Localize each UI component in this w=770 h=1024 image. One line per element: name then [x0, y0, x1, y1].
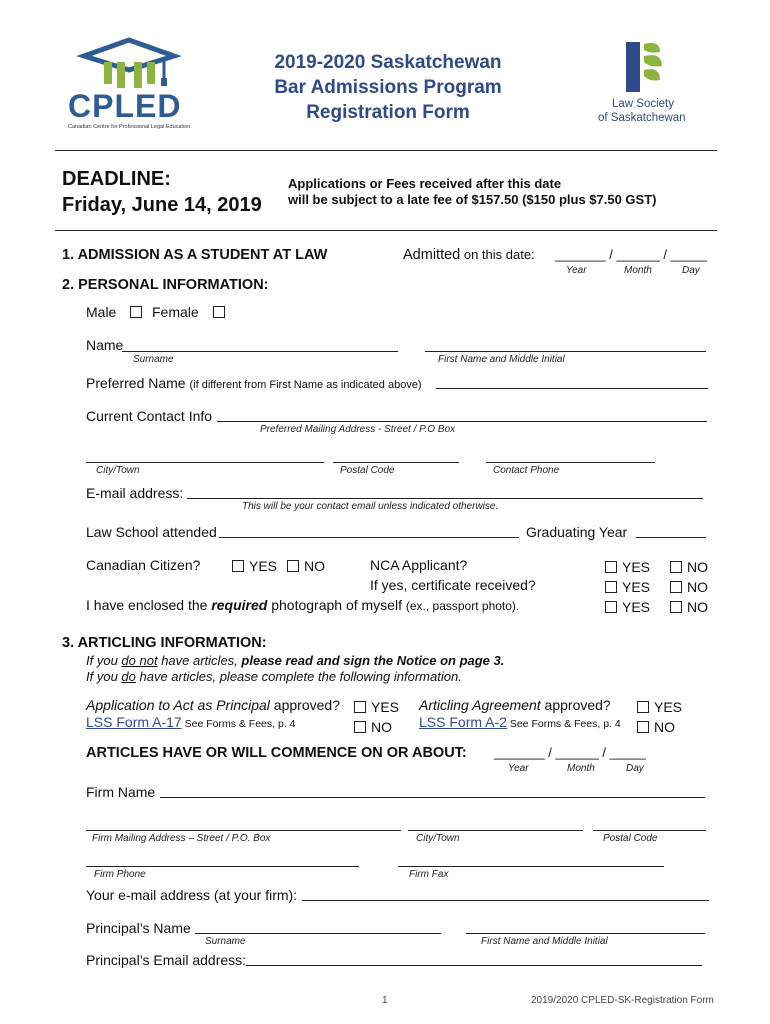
instr1-mid: have articles, [157, 653, 242, 668]
first-name-field[interactable] [425, 351, 706, 352]
firm-name-label: Firm Name [86, 784, 156, 800]
late-fee-note-2: will be subject to a late fee of $157.50 ($150 plus $7.50 GST) [288, 192, 657, 207]
principal-question [86, 697, 340, 713]
law-school-field[interactable] [219, 537, 519, 538]
citizen-yes-option[interactable] [232, 558, 277, 574]
principal-no-option[interactable] [354, 719, 392, 735]
agreement-yes-checkbox[interactable] [637, 701, 649, 713]
law-society-line2: of Saskatchewan [598, 112, 686, 124]
photo-no-option[interactable] [670, 599, 708, 615]
cert-no-label: NO [687, 579, 708, 595]
preferred-name-text: Preferred Name [86, 375, 186, 391]
section-1-title: 1. ADMISSION AS A STUDENT AT LAW [62, 247, 328, 263]
principal-email-field[interactable] [246, 965, 702, 966]
cpled-tagline: Canadian Centre for Professional Legal Education [68, 124, 191, 130]
surname-caption: Surname [133, 354, 174, 365]
citizen-no-checkbox[interactable] [287, 560, 299, 572]
principal-email-label: Principal’s Email address: [86, 952, 247, 968]
commence-year-caption: Year [508, 763, 529, 774]
firm-email-label: Your e-mail address (at your firm): [86, 887, 298, 903]
admitted-year-caption: Year [566, 265, 587, 276]
commence-date-field[interactable]: _______ / ______ / _____ [494, 745, 646, 760]
photo-post: photograph of myself [267, 597, 406, 613]
articles-instruction-2 [86, 669, 462, 684]
form-identifier: 2019/2020 CPLED-SK-Registration Form [531, 995, 714, 1006]
law-society-line1: Law Society [612, 98, 675, 110]
firm-fax-field[interactable] [398, 866, 664, 867]
instr1-bold: please read and sign the Notice on page 3. [241, 653, 505, 668]
graduating-year-field[interactable] [636, 537, 706, 538]
header-divider [55, 150, 717, 151]
page-number: 1 [382, 995, 388, 1006]
nca-yes-option[interactable] [605, 559, 650, 575]
email-label: E-mail address: [86, 485, 184, 501]
admitted-day-caption: Day [682, 265, 700, 276]
commence-day-caption: Day [626, 763, 644, 774]
principal-first-caption: First Name and Middle Initial [481, 936, 608, 947]
first-name-caption: First Name and Middle Initial [438, 354, 565, 365]
photo-pre: I have enclosed the [86, 597, 212, 613]
postal-caption: Postal Code [340, 465, 395, 476]
principal-name-label: Principal’s Name [86, 920, 191, 936]
leaf-emblem-icon [594, 38, 704, 96]
principal-no-label: NO [371, 719, 392, 735]
commence-label: ARTICLES HAVE OR WILL COMMENCE ON OR ABOUT: [86, 745, 467, 761]
male-checkbox[interactable] [130, 306, 142, 318]
instr1-pre: If you [86, 653, 122, 668]
title-line-3: Registration Form [306, 102, 470, 123]
photo-yes-option[interactable] [605, 599, 650, 615]
principal-q-rest: approved? [269, 697, 340, 713]
firm-phone-caption: Firm Phone [94, 869, 146, 880]
admitted-label [403, 247, 535, 263]
preferred-name-note: (if different from First Name as indicated above) [189, 379, 422, 391]
title-line-2: Bar Admissions Program [274, 77, 502, 98]
late-fee-note-1: Applications or Fees received after this date [288, 176, 562, 191]
nca-no-checkbox[interactable] [670, 561, 682, 573]
form-a17-note: See Forms & Fees, p. 4 [181, 718, 296, 730]
phone-caption: Contact Phone [493, 465, 560, 476]
instr2-pre: If you [86, 669, 122, 684]
photo-note: (ex., passport photo). [405, 599, 520, 613]
preferred-name-label [86, 375, 422, 391]
cert-no-option[interactable] [670, 579, 708, 595]
instr1-underline: do not [121, 653, 158, 668]
nca-label: NCA Applicant? [370, 557, 468, 573]
nca-yes-label: YES [622, 559, 651, 575]
principal-first-field[interactable] [466, 933, 705, 934]
agreement-no-checkbox[interactable] [637, 721, 649, 733]
firm-city-field[interactable] [408, 830, 583, 831]
admitted-word: Admitted [403, 247, 461, 263]
section-2-title: 2. PERSONAL INFORMATION: [62, 277, 269, 293]
nca-yes-checkbox[interactable] [605, 561, 617, 573]
photo-no-label: NO [687, 599, 708, 615]
name-label: Name [86, 337, 124, 353]
cert-yes-label: YES [622, 579, 651, 595]
agreement-yes-option[interactable] [637, 699, 682, 715]
principal-no-checkbox[interactable] [354, 721, 366, 733]
preferred-name-field[interactable] [436, 388, 708, 389]
citizen-yes-checkbox[interactable] [232, 560, 244, 572]
form-title [228, 50, 548, 125]
title-line-1: 2019-2020 Saskatchewan [274, 52, 502, 73]
mailing-address-field[interactable] [217, 421, 707, 422]
admitted-date-field[interactable]: _______ / ______ / _____ [555, 247, 707, 262]
cpled-acronym: CPLED [68, 88, 182, 124]
firm-address-field[interactable] [86, 830, 401, 831]
cert-yes-checkbox[interactable] [605, 581, 617, 593]
form-a2-note: See Forms & Fees, p. 4 [506, 718, 621, 730]
admitted-suffix: on this date: [460, 247, 535, 262]
principal-yes-label: YES [371, 699, 400, 715]
instr2-post: have articles, please complete the following information. [135, 669, 462, 684]
articles-instruction-1 [86, 653, 504, 668]
principal-surname-field[interactable] [195, 933, 441, 934]
principal-q-italic: Application to Act as Principal [86, 697, 270, 713]
form-a2-line [419, 714, 621, 730]
agreement-no-label: NO [654, 719, 675, 735]
section-3-title: 3. ARTICLING INFORMATION: [62, 635, 267, 651]
female-label: Female [152, 304, 199, 320]
contact-info-label: Current Contact Info [86, 408, 213, 424]
male-label: Male [86, 304, 117, 320]
firm-fax-caption: Firm Fax [409, 869, 449, 880]
principal-surname-caption: Surname [205, 936, 246, 947]
commence-month-caption: Month [567, 763, 595, 774]
photo-statement [86, 597, 519, 613]
form-a2-link[interactable]: LSS Form A-2 [419, 714, 507, 730]
email-field[interactable] [187, 498, 703, 499]
email-caption: This will be your contact email unless indicated otherwise. [242, 501, 499, 512]
deadline-label: DEADLINE: [62, 168, 171, 190]
agreement-no-option[interactable] [637, 719, 675, 735]
citizen-label: Canadian Citizen? [86, 557, 201, 573]
admitted-month-caption: Month [624, 265, 652, 276]
firm-address-caption: Firm Mailing Address – Street / P.O. Box [92, 833, 271, 844]
form-a17-link[interactable]: LSS Form A-17 [86, 714, 182, 730]
female-option[interactable] [152, 304, 230, 320]
city-field[interactable] [86, 462, 324, 463]
firm-phone-field[interactable] [86, 866, 359, 867]
cert-yes-option[interactable] [605, 579, 650, 595]
surname-field[interactable] [122, 351, 398, 352]
instr2-underline: do [121, 669, 136, 684]
photo-yes-checkbox[interactable] [605, 601, 617, 613]
deadline-date: Friday, June 14, 2019 [62, 194, 262, 216]
agreement-yes-label: YES [654, 699, 683, 715]
principal-yes-option[interactable] [354, 699, 399, 715]
photo-yes-label: YES [622, 599, 651, 615]
agreement-q-rest: approved? [540, 697, 611, 713]
photo-required: required [211, 597, 268, 613]
firm-name-field[interactable] [160, 797, 705, 798]
law-society-logo [594, 38, 704, 128]
law-school-label: Law School attended [86, 524, 217, 540]
nca-no-label: NO [687, 559, 708, 575]
postal-field[interactable] [333, 462, 459, 463]
citizen-no-option[interactable] [287, 558, 325, 574]
graduating-year-label: Graduating Year [526, 524, 628, 540]
female-checkbox[interactable] [213, 306, 225, 318]
agreement-q-italic: Articling Agreement [419, 697, 541, 713]
firm-postal-caption: Postal Code [603, 833, 658, 844]
citizen-no-label: NO [304, 558, 325, 574]
principal-yes-checkbox[interactable] [354, 701, 366, 713]
photo-no-checkbox[interactable] [670, 601, 682, 613]
nca-no-option[interactable] [670, 559, 708, 575]
phone-field[interactable] [486, 462, 655, 463]
citizen-yes-label: YES [249, 558, 278, 574]
cpled-logo [62, 36, 197, 131]
city-caption: City/Town [96, 465, 140, 476]
form-a17-line [86, 714, 296, 730]
firm-email-field[interactable] [302, 900, 709, 901]
cert-label: If yes, certificate received? [370, 577, 536, 593]
mailing-address-caption: Preferred Mailing Address - Street / P.O Box [260, 424, 456, 435]
deadline-divider [55, 230, 717, 231]
agreement-question [419, 697, 611, 713]
firm-postal-field[interactable] [593, 830, 706, 831]
male-option[interactable] [86, 304, 147, 320]
cert-no-checkbox[interactable] [670, 581, 682, 593]
firm-city-caption: City/Town [416, 833, 460, 844]
